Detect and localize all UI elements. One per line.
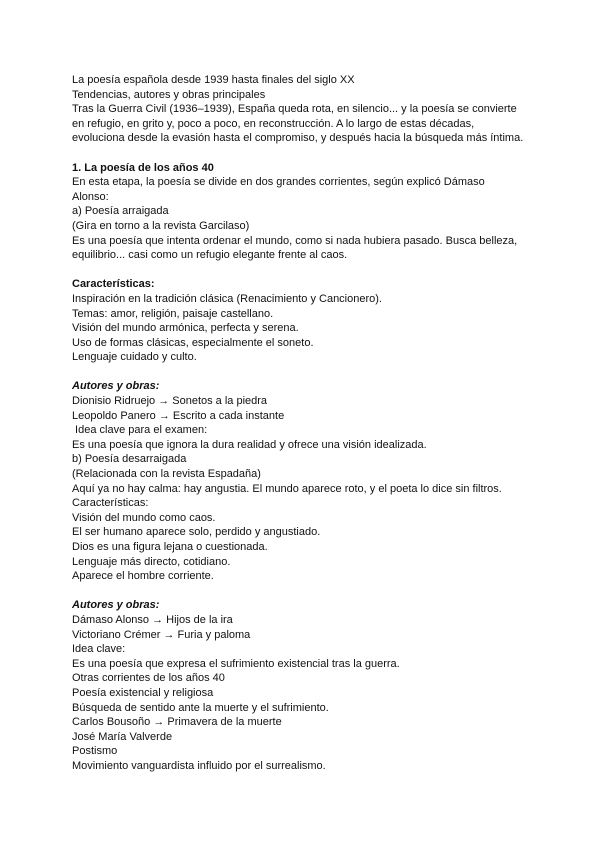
subsection-heading: b) Poesía desarraigada: [72, 453, 187, 466]
description-line: Es una poesía que intenta ordenar el mundo, como si nada hubiera pasado. Busca belleza,: [72, 234, 518, 247]
author-item: Victoriano Crémer → Furia y paloma: [72, 628, 251, 641]
description-line: equilibrio... casi como un refugio elegante frente al caos.: [72, 249, 348, 262]
other-trends-description: Búsqueda de sentido ante la muerte y el sufrimiento.: [72, 701, 329, 714]
postismo-heading: Postismo: [72, 745, 118, 758]
characteristic-item: Dios es una figura lejana o cuestionada.: [72, 541, 268, 553]
key-idea-label: Idea clave:: [72, 643, 126, 656]
author-item: Leopoldo Panero → Escrito a cada instante: [72, 409, 285, 422]
subsection-note: (Gira en torno a la revista Garcilaso): [72, 219, 250, 232]
key-idea-text: Es una poesía que expresa el sufrimiento existencial tras la guerra.: [72, 657, 400, 670]
authors-heading: Autores y obras:: [72, 380, 160, 393]
characteristic-item: Visión del mundo armónica, perfecta y serena.: [72, 322, 299, 335]
subsection-heading: a) Poesía arraigada: [72, 205, 169, 218]
key-idea-label: Idea clave para el examen:: [72, 424, 208, 437]
intro-line: evoluciona desde la evasión hasta el compromiso, y después hacia la búsqueda más íntima.: [72, 132, 524, 145]
other-trends-heading: Otras corrientes de los años 40: [72, 672, 225, 685]
author-item: Dámaso Alonso → Hijos de la ira: [72, 613, 233, 626]
authors-heading: Autores y obras:: [72, 599, 160, 612]
key-idea-text: Es una poesía que ignora la dura realidad y ofrece una visión idealizada.: [72, 438, 427, 451]
section-heading: 1. La poesía de los años 40: [72, 161, 214, 174]
subsection-note: (Relacionada con la revista Espadaña): [72, 468, 261, 481]
section-intro-line: En esta etapa, la poesía se divide en dos grandes corrientes, según explicó Dámaso: [72, 176, 485, 189]
author-item: Carlos Bousoño → Primavera de la muerte: [72, 716, 282, 729]
other-trends-subheading: Poesía existencial y religiosa: [72, 686, 214, 699]
characteristics-heading: Características:: [72, 497, 149, 510]
document-title: La poesía española desde 1939 hasta finales del siglo XX: [72, 74, 355, 86]
characteristic-item: Temas: amor, religión, paisaje castellano.: [72, 307, 274, 320]
author-item: Dionisio Ridruejo → Sonetos a la piedra: [72, 395, 268, 408]
author-item: José María Valverde: [72, 730, 173, 743]
description-line: Aquí ya no hay calma: hay angustia. El mundo aparece roto, y el poeta lo dice sin filtros.: [72, 482, 502, 495]
characteristic-item: Inspiración en la tradición clásica (Renacimiento y Cancionero).: [72, 292, 382, 305]
postismo-description: Movimiento vanguardista influido por el surrealismo.: [72, 759, 326, 772]
document-body: [72, 73, 542, 774]
characteristic-item: Uso de formas clásicas, especialmente el soneto.: [72, 336, 314, 349]
characteristic-item: Lenguaje más directo, cotidiano.: [72, 555, 231, 568]
document-subtitle: Tendencias, autores y obras principales: [72, 88, 266, 101]
characteristic-item: Aparece el hombre corriente.: [72, 570, 214, 583]
characteristic-item: El ser humano aparece solo, perdido y angustiado.: [72, 526, 321, 539]
intro-line: en refugio, en grito y, poco a poco, en reconstrucción. A lo largo de estas décadas,: [72, 117, 475, 130]
intro-line: Tras la Guerra Civil (1936–1939), España queda rota, en silencio... y la poesía se convierte: [72, 103, 517, 116]
characteristic-item: Visión del mundo como caos.: [72, 511, 216, 524]
section-intro-line: Alonso:: [72, 190, 109, 203]
characteristics-heading: Características:: [72, 278, 155, 291]
characteristic-item: Lenguaje cuidado y culto.: [72, 351, 197, 364]
